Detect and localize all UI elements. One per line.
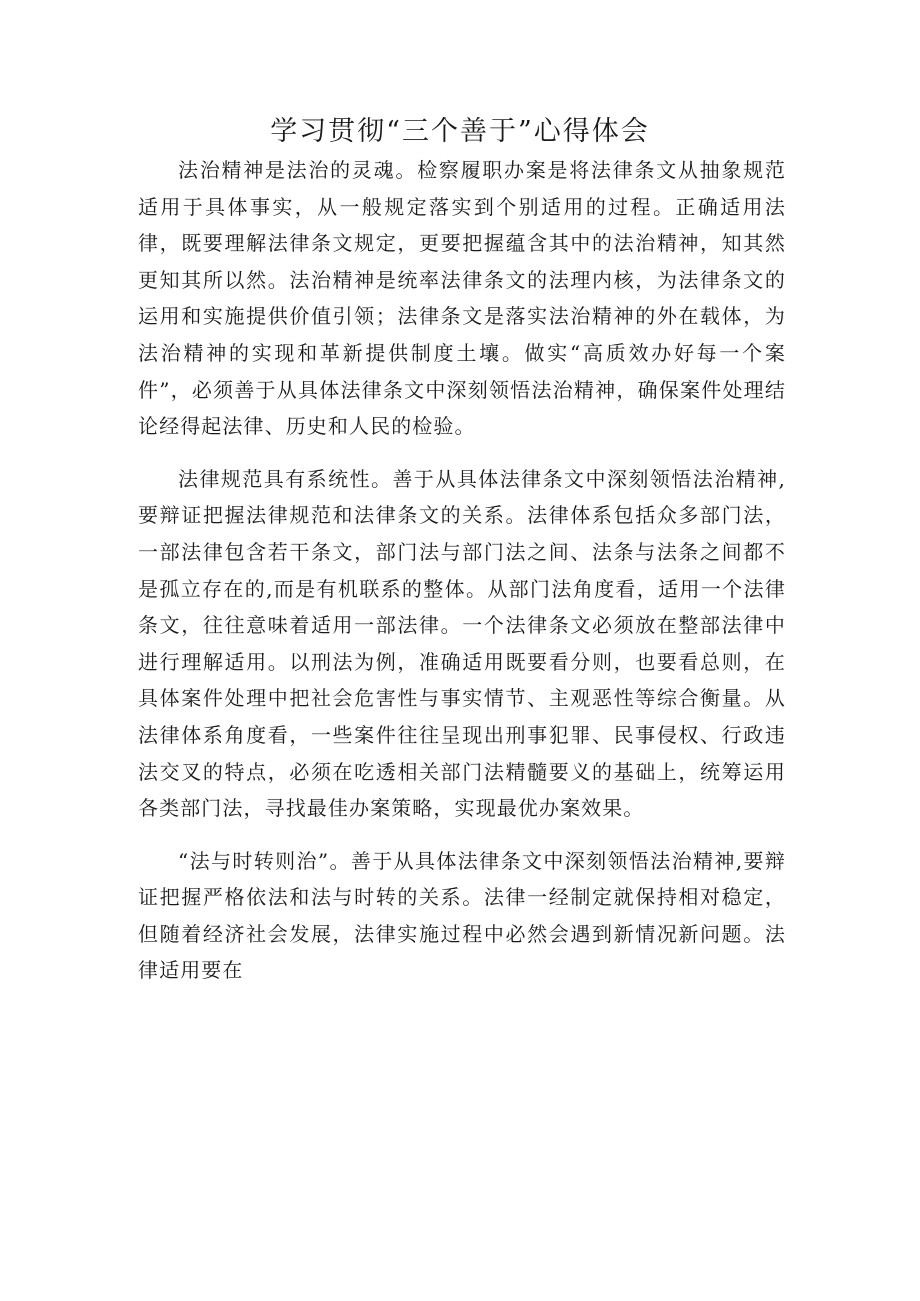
- document-title: 学习贯彻“三个善于”心得体会: [270, 116, 650, 147]
- paragraph-3: “法与时转则治”。善于从具体法律条文中深刻领悟法治精神,要辩证把握严格依法和法与时转的关系。法律一经制定就保持相对稳定，但随着经济社会发展，法律实施过程中必然会遇到新情况新问题。法律适用要在: [138, 848, 786, 983]
- document-body: [138, 152, 786, 1005]
- paragraph-2: 法律规范具有系统性。善于从具体法律条文中深刻领悟法治精神,要辩证把握法律规范和法律条文的关系。法律体系包括众多部门法，一部法律包含若干条文，部门法与部门法之间、法条与法条之间都不是孤立存在的,而是有机联系的整体。从部门法角度看，适用一个法律条文，往往意味着适用一部法律。一个法律条文必须放在整部法律中进行理解适用。以刑法为例，准确适用既要看分则，也要看总则，在具体案件处理中把社会危害性与事实情节、主观恶性等综合衡量。从法律体系角度看，一些案件往往呈现出刑事犯罪、民事侵权、行政违法交叉的特点，必须在吃透相关部门法精髓要义的基础上，统筹运用各类部门法，寻找最佳办案策略，实现最优办案效果。: [138, 466, 786, 821]
- paragraph-1: 法治精神是法治的灵魂。检察履职办案是将法律条文从抽象规范适用于具体事实，从一般规定落实到个别适用的过程。正确适用法律，既要理解法律条文规定，更要把握蕴含其中的法治精神，知其然更知其所以然。法治精神是统率法律条文的法理内核，为法律条文的运用和实施提供价值引领；法律条文是落实法治精神的外在载体，为法治精神的实现和革新提供制度土壤。做实“高质效办好每一个案件”，必须善于从具体法律条文中深刻领悟法治精神，确保案件处理结论经得起法律、历史和人民的检验。: [138, 158, 786, 439]
